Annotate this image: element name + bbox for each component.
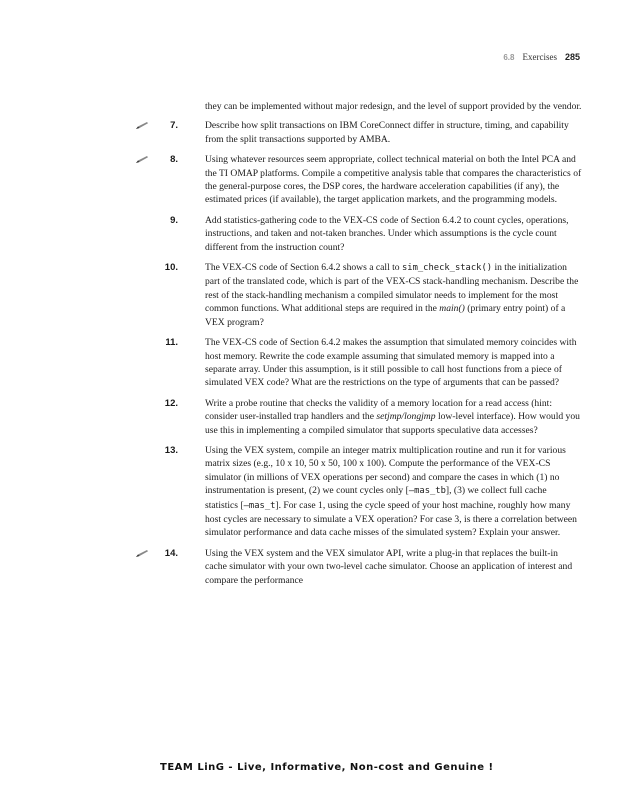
text-run: Describe how split transactions on IBM CoreConnect differ in structure, timing, and capability from the split transactions supported by AMBA. <box>205 120 569 145</box>
exercise-number: 11. <box>165 337 178 349</box>
exercise-text <box>205 119 582 146</box>
text-run: Using the VEX system, compile an integer matrix multiplication routine and run it for various matrix sizes (e.g., 10 x 10, 50 x 50, 100 x 100). Compute the performance of the VEX-CS simulator (in millions of VEX operations per second) and compare the cases in which (1) no instrumentation is present, (2) we count cycles only [ <box>205 444 566 497</box>
page-number: 285 <box>564 52 580 62</box>
text-run: Add statistics-gathering code to the VEX-CS code of Section 6.4.2 to count cycles, operations, instructions, and taken and not-taken branches. Under which assumptions is the cycle count different from the instruction count? <box>205 214 569 253</box>
inline-code: —mas_tb <box>408 486 446 497</box>
text-run: The VEX-CS code of Section 6.4.2 shows a call to <box>205 262 402 274</box>
exercise-item <box>140 261 582 329</box>
inline-code: sim_check_stack() <box>402 263 493 274</box>
emphasized-text: main() <box>439 303 465 315</box>
text-run: Using the VEX system and the VEX simulator API, write a plug-in that replaces the built-in cache simulator with your own two-level cache simulator. Choose an application of interest and compare the performance <box>205 547 573 586</box>
exercise-number: 13. <box>164 444 178 456</box>
footer-banner: TEAM LinG - Live, Informative, Non-cost and Genuine ! <box>160 762 494 773</box>
exercise-item <box>140 119 582 146</box>
text-run: Using whatever resources seem appropriate, collect technical material on both the Intel PCA and the TI OMAP platforms. Compile a competitive analysis table that compares the characteristics of the general-purpose cores, the DSP cores, the hardware acceleration capabilities (if any), the estimated prices (if available), the target application markets, and the programming models. <box>205 154 582 206</box>
section-title: Exercises <box>522 52 557 62</box>
exercise-item <box>140 336 582 390</box>
exercise-number: 7. <box>170 120 178 132</box>
exercise-number: 14. <box>164 547 178 559</box>
exercise-item <box>140 547 582 587</box>
exercise-text <box>205 214 582 254</box>
page-body <box>140 100 582 594</box>
exercise-number: 8. <box>170 154 178 166</box>
text-run: Write a probe routine that checks the validity of a memory location for a read access (hint: consider user-installed trap handlers and the <box>205 397 552 423</box>
running-header <box>503 52 580 62</box>
exercise-number: 12. <box>164 397 178 409</box>
inline-code: —mas_t <box>243 500 276 511</box>
continued-paragraph: they can be implemented without major redesign, and the level of support provided by the vendor. <box>205 101 582 112</box>
text-run: The VEX-CS code of Section 6.4.2 makes the assumption that simulated memory coincides with host memory. Rewrite the code example assuming that simulated memory is mapped into a separate array. Under this assumption, is it still possible to call host functions from a piece of simulated VEX code? What are the restrictions on the type of arguments that can be passed? <box>205 337 577 389</box>
section-number: 6.8 <box>503 53 515 62</box>
exercise-text <box>205 261 582 329</box>
exercise-number: 9. <box>170 214 178 226</box>
text-run: ]. For case 1, using the cycle speed of your host machine, roughly how many host cycles are necessary to simulate a VEX operation? For case 3, is there a correlation between simulator performance and data cache misses of the simulated system? Explain your answer. <box>205 499 577 539</box>
exercise-text <box>205 444 582 540</box>
text-run: in the initialization part of the translated code, which is part of the VEX-CS stack-handling mechanism. Describe the rest of the stack-handling mechanism a compiled simulator needs to implement for the most common functions. What additional steps are required in the <box>205 262 579 315</box>
text-run: low-level interface). How would you use this in implementing a compiled simulator that supports speculative data accesses? <box>205 411 580 436</box>
exercise-number: 10. <box>164 262 178 274</box>
text-run: ], (3) we collect full cache statistics [ <box>205 485 547 511</box>
exercise-item <box>140 444 582 540</box>
exercise-text <box>205 397 582 437</box>
exercise-text <box>205 153 582 207</box>
exercise-item <box>140 214 582 254</box>
exercise-text <box>205 336 582 390</box>
exercise-text <box>205 547 582 587</box>
exercise-item <box>140 397 582 437</box>
exercise-item <box>140 153 582 207</box>
exercise-list <box>140 119 582 587</box>
text-run: (primary entry point) of a VEX program? <box>205 303 566 328</box>
emphasized-text: setjmp/longjmp <box>376 411 436 423</box>
